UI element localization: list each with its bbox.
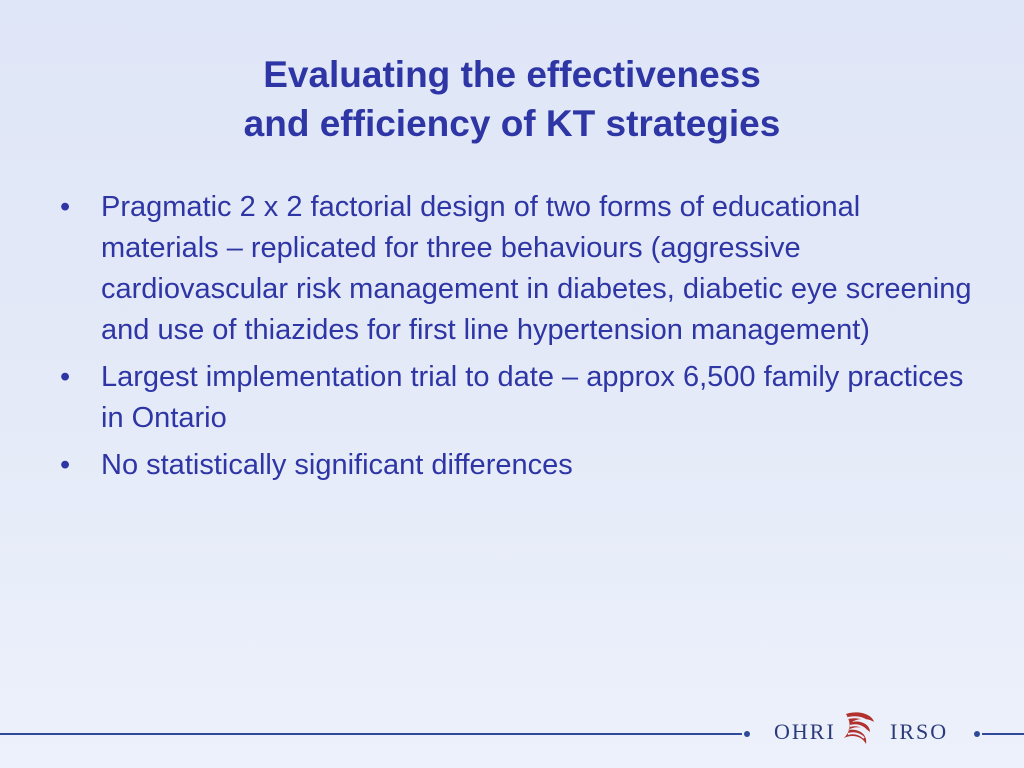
footer-dot-left: [744, 731, 750, 737]
footer-divider-right: [982, 733, 1024, 735]
bullet-text: Largest implementation trial to date – approx 6,500 family practices in Ontario: [101, 361, 964, 434]
bullet-list: [60, 187, 980, 492]
slide-title-line-2: and efficiency of KT strategies: [243, 103, 781, 144]
ohri-emblem-icon: [838, 708, 884, 752]
bullet-text: Pragmatic 2 x 2 factorial design of two forms of educational materials – replicated for three behaviours (aggressive cardiovascular risk management in diabetes, diabetic eye screening and use of thiazides for first line hypertension management): [101, 191, 972, 346]
logo-ohri-text: OHRI: [774, 719, 836, 744]
footer-divider-left: [0, 733, 742, 735]
bullet-item: [60, 187, 980, 351]
slide-title-line-1: Evaluating the effectiveness: [263, 54, 761, 95]
logo-irso-text: IRSO: [890, 719, 949, 744]
footer-dot-right: [974, 731, 980, 737]
slide-title: [112, 50, 912, 148]
bullet-item: [60, 445, 980, 486]
bullet-marker: •: [60, 191, 71, 223]
bullet-marker: •: [60, 449, 71, 481]
bullet-item: [60, 357, 980, 439]
bullet-marker: •: [60, 361, 71, 393]
bullet-text: No statistically significant differences: [101, 449, 573, 481]
